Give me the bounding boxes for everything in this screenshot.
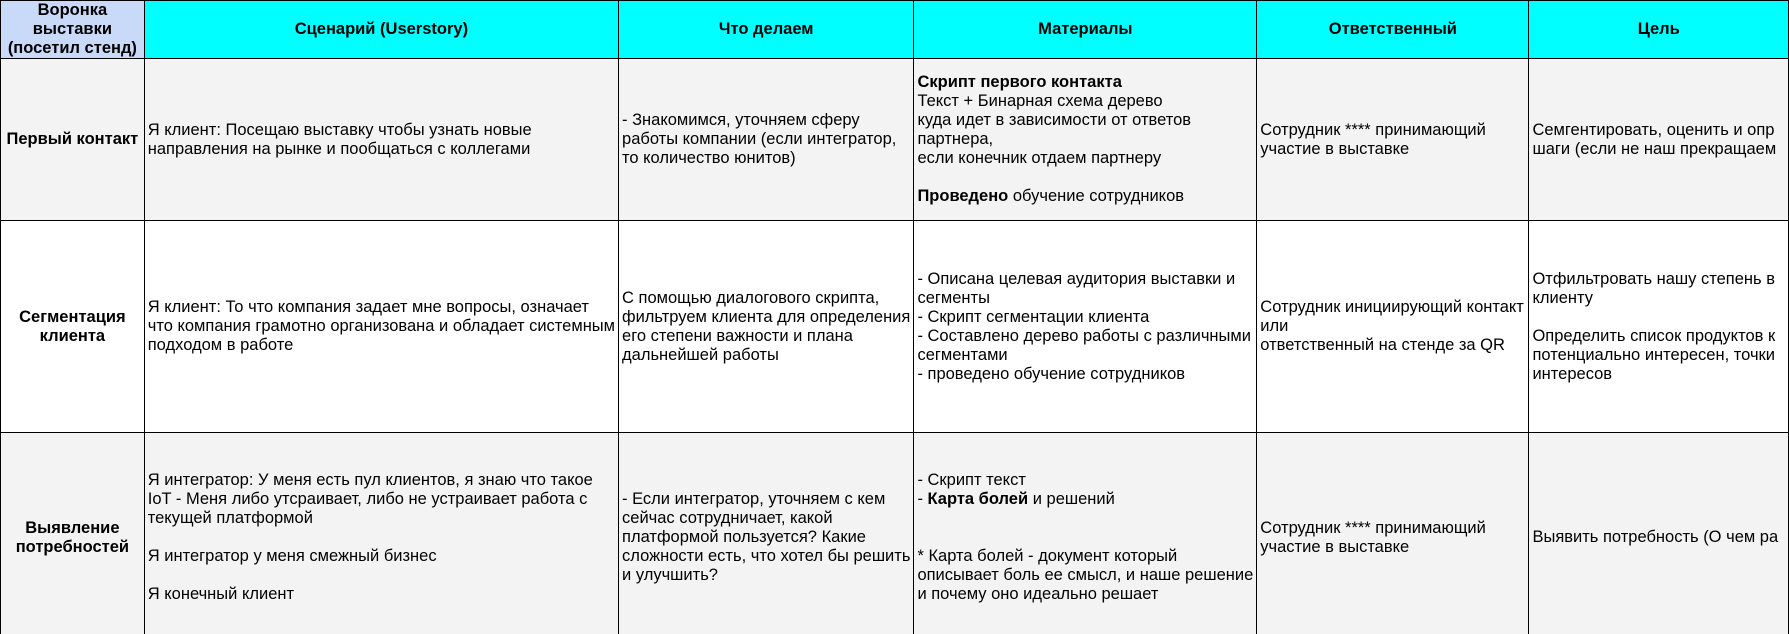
cell-line: Я клиент: Посещаю выставку чтобы узнать новые bbox=[147, 120, 532, 139]
cell-line: С помощью диалогового скрипта, bbox=[622, 288, 880, 307]
responsible-cell[interactable] bbox=[1257, 59, 1529, 221]
cell-line: - Составлено дерево работы с различными bbox=[917, 326, 1251, 345]
stage-cell[interactable]: Выявление потребностей bbox=[1, 433, 145, 634]
cell-line: - Знакомимся, уточняем сферу bbox=[622, 111, 860, 129]
actions-cell[interactable] bbox=[619, 221, 914, 433]
cell-line: Я интегратор у меня смежный бизнес bbox=[147, 547, 437, 565]
goal-cell[interactable] bbox=[1529, 221, 1789, 433]
cell-line: фильтруем клиента для определения bbox=[622, 307, 911, 326]
cell-line: и улучшить? bbox=[622, 566, 718, 584]
cell-line: участие в выставке bbox=[1260, 139, 1410, 158]
goal-cell[interactable] bbox=[1529, 59, 1789, 221]
table-row bbox=[1, 221, 1789, 433]
cell-line: текущей платформой bbox=[147, 509, 313, 527]
cell-line bbox=[917, 187, 1253, 206]
cell-line: его степени важности и плана bbox=[622, 326, 853, 345]
cell-line: то количество юнитов) bbox=[622, 149, 796, 167]
cell-line: сложности есть, что хотел бы решить bbox=[622, 547, 911, 565]
stage-cell[interactable]: Первый контакт bbox=[1, 59, 145, 221]
cell-line: Я интегратор: У меня есть пул клиентов, я знаю что такое bbox=[147, 471, 593, 489]
cell-line: куда идет в зависимости от ответов bbox=[917, 111, 1192, 129]
cell-line: или bbox=[1260, 317, 1289, 335]
cell-line bbox=[917, 528, 1253, 547]
cell-line: Сотрудник **** принимающий bbox=[1260, 518, 1486, 537]
cell-text: - bbox=[917, 490, 928, 508]
cell-line: партнера, bbox=[917, 130, 994, 148]
materials-cell[interactable] bbox=[914, 59, 1257, 221]
cell-line: работы компании (если интегратор, bbox=[622, 130, 897, 148]
bold-text: Карта болей bbox=[927, 490, 1029, 508]
cell-line bbox=[917, 509, 1253, 528]
bold-text: Проведено bbox=[917, 187, 1009, 205]
scenario-cell[interactable] bbox=[144, 59, 618, 221]
cell-line: - Скрипт сегментации клиента bbox=[917, 307, 1150, 326]
cell-line: сегментами bbox=[917, 345, 1008, 364]
cell-line: интересов bbox=[1532, 364, 1613, 383]
cell-line: платформой пользуется? Какие bbox=[622, 528, 866, 546]
responsible-cell[interactable] bbox=[1257, 433, 1529, 634]
cell-line bbox=[1532, 308, 1785, 327]
cell-line: Отфильтровать нашу степень в bbox=[1532, 269, 1775, 288]
cell-text: обучение сотрудников bbox=[1008, 187, 1185, 205]
scenario-cell[interactable] bbox=[144, 221, 618, 433]
responsible-cell[interactable] bbox=[1257, 221, 1529, 433]
header-cell-goal[interactable]: Цель bbox=[1529, 1, 1789, 59]
cell-line: - Скрипт текст bbox=[917, 471, 1026, 489]
cell-line bbox=[917, 490, 1253, 509]
cell-line: направления на рынке и пообщаться с коллегами bbox=[147, 139, 531, 158]
cell-line: Сотрудник **** принимающий bbox=[1260, 120, 1486, 139]
cell-line: - Описана целевая аудитория выставки и bbox=[917, 269, 1236, 288]
scenario-cell[interactable] bbox=[144, 433, 618, 634]
cell-line: участие в выставке bbox=[1260, 537, 1410, 556]
cell-line bbox=[148, 566, 615, 585]
cell-line: * Карта болей - документ который bbox=[917, 547, 1178, 565]
cell-line: Текст + Бинарная схема дерево bbox=[917, 92, 1163, 110]
cell-line: подходом в работе bbox=[147, 336, 294, 354]
cell-line: IoT - Меня либо утсраивает, либо не устраивает работа с bbox=[147, 490, 588, 508]
cell-line-bold: Скрипт первого контакта bbox=[917, 73, 1122, 91]
goal-cell[interactable] bbox=[1529, 433, 1789, 634]
cell-line bbox=[917, 168, 1253, 187]
cell-line: клиенту bbox=[1532, 288, 1593, 307]
cell-line: Семгентировать, оценить и опр bbox=[1532, 120, 1775, 139]
cell-line: и почему оно идеально решает bbox=[917, 585, 1159, 603]
materials-cell[interactable] bbox=[914, 221, 1257, 433]
cell-line: - проведено обучение сотрудников bbox=[917, 364, 1186, 383]
header-row bbox=[1, 1, 1789, 59]
cell-line: описывает боль ее смысл, и наше решение bbox=[917, 566, 1254, 584]
cell-line bbox=[148, 528, 615, 547]
cell-line: Я клиент: То что компания задает мне вопросы, означает bbox=[147, 298, 589, 316]
cell-line: - Если интегратор, уточняем с кем bbox=[622, 490, 886, 508]
table-row bbox=[1, 433, 1789, 634]
cell-line: потенциально интересен, точки bbox=[1532, 345, 1775, 364]
cell-line: сегменты bbox=[917, 288, 990, 307]
cell-line: ответственный на стенде за QR bbox=[1260, 336, 1505, 354]
cell-line: сейчас сотрудничает, какой bbox=[622, 509, 833, 527]
cell-line: Я конечный клиент bbox=[147, 585, 295, 603]
actions-cell[interactable] bbox=[619, 433, 914, 634]
cell-line: шаги (если не наш прекращаем bbox=[1532, 139, 1777, 158]
header-cell-actions[interactable]: Что делаем bbox=[619, 1, 914, 59]
header-cell-scenario[interactable]: Сценарий (Userstory) bbox=[144, 1, 618, 59]
header-cell-funnel[interactable]: Воронка выставки (посетил стенд) bbox=[1, 1, 145, 59]
cell-line: Определить список продуктов к bbox=[1532, 326, 1776, 345]
materials-cell[interactable] bbox=[914, 433, 1257, 634]
table-row bbox=[1, 59, 1789, 221]
stage-cell[interactable]: Сегментация клиента bbox=[1, 221, 145, 433]
cell-text: и решений bbox=[1028, 490, 1115, 508]
cell-line: что компания грамотно организована и обладает системным bbox=[147, 317, 616, 335]
cell-line: если конечник отдаем партнеру bbox=[917, 149, 1162, 167]
header-cell-materials[interactable]: Материалы bbox=[914, 1, 1257, 59]
cell-line: дальнейшей работы bbox=[622, 345, 779, 364]
actions-cell[interactable] bbox=[619, 59, 914, 221]
cell-line: Выявить потребность (О чем ра bbox=[1532, 528, 1779, 546]
header-cell-responsible[interactable]: Ответственный bbox=[1257, 1, 1529, 59]
cell-line: Сотрудник инициирующий контакт bbox=[1260, 298, 1524, 316]
